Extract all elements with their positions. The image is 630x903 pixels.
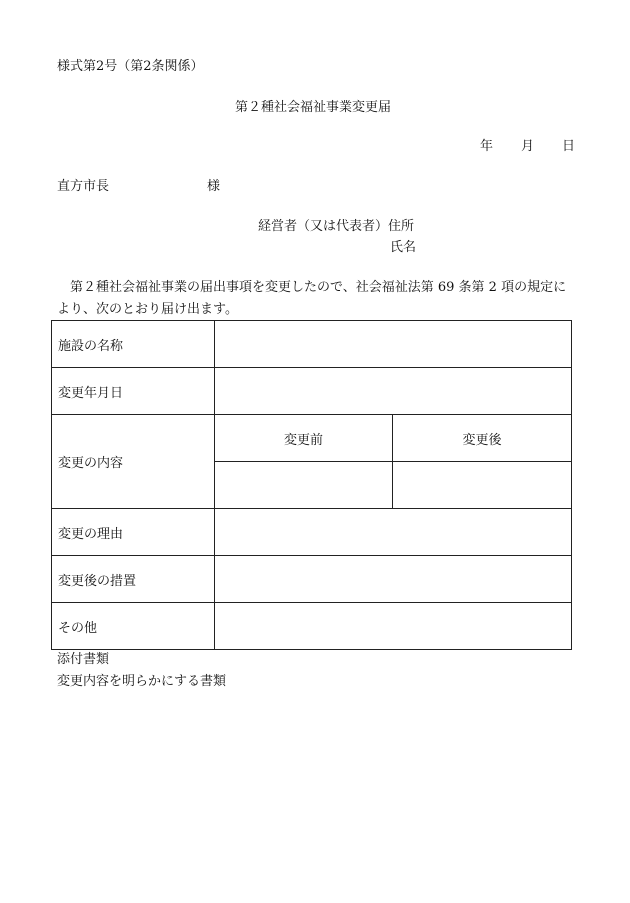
applicant-address-label: 経営者（又は代表者）住所 <box>258 219 415 234</box>
addressee-name: 直方市長 <box>57 179 110 194</box>
date-month-label: 月 <box>521 139 535 154</box>
addressee-honorific: 様 <box>207 179 221 194</box>
table-row-change-date <box>52 368 572 415</box>
document-title: 第２種社会福祉事業変更届 <box>235 100 392 115</box>
facility-name-label: 施設の名称 <box>52 321 215 368</box>
other-value[interactable] <box>215 603 572 650</box>
after-change-header: 変更後 <box>393 415 572 462</box>
table-row-other <box>52 603 572 650</box>
attachments-label: 添付書類 <box>57 652 110 667</box>
table-row-change-reason <box>52 509 572 556</box>
measures-after-change-label: 変更後の措置 <box>52 556 215 603</box>
before-change-header: 変更前 <box>215 415 393 462</box>
date-day-label: 日 <box>562 139 576 154</box>
notification-body-text: 第２種社会福祉事業の届出事項を変更したので、社会福祉法第 69 条第 2 項の規定により、次のとおり届け出ます。 <box>57 280 567 317</box>
addressee <box>57 179 220 195</box>
change-content-label: 変更の内容 <box>52 415 215 509</box>
after-change-value[interactable] <box>393 462 572 509</box>
change-reason-value[interactable] <box>215 509 572 556</box>
date-year-label: 年 <box>480 139 494 154</box>
change-reason-label: 変更の理由 <box>52 509 215 556</box>
form-number: 様式第2号（第2条関係） <box>57 59 204 74</box>
other-label: その他 <box>52 603 215 650</box>
table-row-facility-name <box>52 321 572 368</box>
before-change-value[interactable] <box>215 462 393 509</box>
attachments-item: 変更内容を明らかにする書類 <box>57 674 227 689</box>
details-table <box>51 320 572 650</box>
applicant-name-label: 氏名 <box>390 240 417 255</box>
change-date-value[interactable] <box>215 368 572 415</box>
table-row-measures <box>52 556 572 603</box>
date-line <box>480 139 575 155</box>
change-date-label: 変更年月日 <box>52 368 215 415</box>
table-row-change-content-header <box>52 415 572 462</box>
measures-after-change-value[interactable] <box>215 556 572 603</box>
facility-name-value[interactable] <box>215 321 572 368</box>
